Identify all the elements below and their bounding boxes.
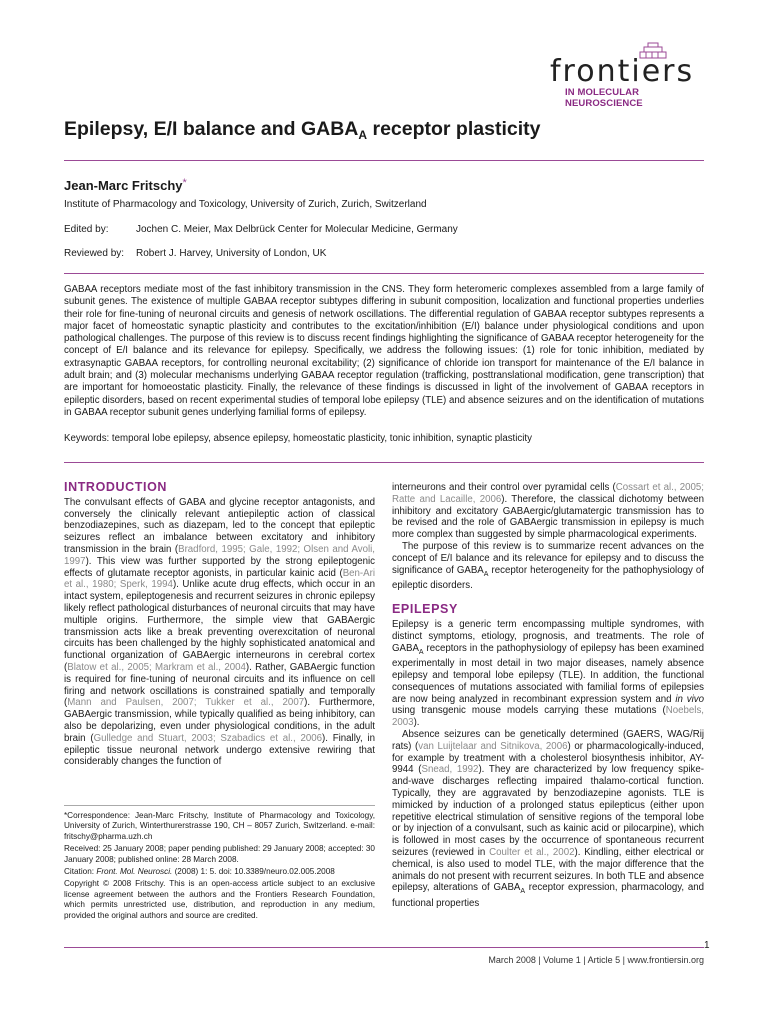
citation-link[interactable]: Snead, 1992 bbox=[421, 764, 479, 776]
author: Jean-Marc Fritschy* bbox=[64, 177, 187, 193]
abstract: GABAA receptors mediate most of the fast inhibitory transmission in the CNS. They form heteromeric complexes assembled from a large family of subunit genes. The existence of multiple GABAA receptor subtypes differing in subunit composition, localization and functional properties underlies their role for fine-tuning of neuronal circuits and genesis of network oscillations. The differential regulation of GABAA receptor subtypes represents a major facet of homeostatic synaptic plasticity and contributes to the excitation/inhibition (E/I) balance under physiological conditions and upon pathological challenges. The purpose of this review is to discuss recent findings highlighting the significance of GABAA receptor heterogeneity for the concept of E/I balance and its relevance for epilepsy. Specifically, we address the following issues: (1) role for tonic inhibition, mediated by extrasynaptic GABAA receptors, for controlling neuronal excitability; (2) significance of chloride ion transport for maintenance of the E/I balance in adult brain; and (3) molecular mechanisms underlying GABAA receptor regulation (trafficking, posttranslational modification, gene transcription) that are important for homoeostatic plasticity. Finally, the relevance of these findings is discussed in light of the involvement of GABAA receptors in epileptic disorders, based on recent experimental studies of temporal lobe epilepsy (TLE) and absence seizures and on the identification of mutations in GABAA receptor subunit genes underlying familial forms of epilepsy. bbox=[64, 284, 704, 418]
page-footer: March 2008 | Volume 1 | Article 5 | www.frontiersin.org bbox=[488, 955, 704, 965]
keywords: Keywords: temporal lobe epilepsy, absence epilepsy, homeostatic plasticity, tonic inhibition, synaptic plasticity bbox=[64, 433, 532, 444]
footnote-divider bbox=[64, 805, 375, 806]
paper-title: Epilepsy, E/I balance and $GABA_A$ receptor plasticity bbox=[64, 118, 541, 142]
citation-link[interactable]: Ben-Ari et al., 1980; Sperk, 1994 bbox=[64, 567, 375, 591]
footnotes bbox=[64, 811, 375, 923]
dates: Received: 25 January 2008; paper pending published: 29 January 2008; accepted: 30 January 2008; published online: 28 March 2008. bbox=[64, 844, 375, 864]
footer-divider bbox=[64, 947, 704, 948]
citation-link[interactable]: van Luijtelaar and Sitnikova, 2006 bbox=[418, 740, 568, 752]
edited-by: Edited by: Jochen C. Meier, Max Delbrück Center for Molecular Medicine, Germany bbox=[64, 224, 458, 235]
paragraph: The convulsant effects of GABA and glycine receptor antagonists, and conversely the clinically relevant antiepileptic action of classical benzodiazepines, such as diazepam, led to the concept that epileptic seizures reflect an imbalance between excitatory and inhibitory transmission in the brain (Bradford, 1995; Gale, 1992; Olsen and Avoli, 1997). This view was further supported by the strong epileptogenic effects of glutamate receptor agonists, in particular kainic acid (Ben-Ari et al., 1980; Sperk, 1994). Unlike acute drug effects, which occur in an intact system, epileptogenesis and recurrent seizures in chronic epilepsy likely reflect pathological disturbances of neuronal circuits that may have multiple origins. Furthermore, the simple view that GABAergic transmission acts like a break preventing overexcitation of neuronal circuits has been challenged by the highly sophisticated anatomical and functional organization of GABAergic interneurons in cerebral cortex (Blatow et al., 2005; Markram et al., 2004). Rather, GABAergic function is required for fine-tuning of neuronal circuits and its influence on cell firing and network oscillations is constrained spatially and temporally (Mann and Paulsen, 2007; Tukker et al., 2007). Furthermore, GABAergic transmission, while typically qualified as being inhibitory, can also be depolarizing, even under physiological conditions, in the adult brain (Gulledge and Stuart, 2003; Szabadics et al., 2006). Finally, in epileptic tissue neuronal network undergo extensive rewiring that considerably changes the function of bbox=[64, 496, 376, 768]
copyright: Copyright © 2008 Fritschy. This is an open-access article subject to an exclusive license agreement between the authors and the Frontiers Research Foundation, which permits unrestricted use, distribution, and reproduction in any medium, provided the original authors and source are credited. bbox=[64, 879, 375, 920]
journal-subtitle: IN MOLECULAR NEUROSCIENCE bbox=[565, 87, 643, 109]
paragraph: interneurons and their control over pyramidal cells (Cossart et al., 2005; Ratte and Lacaille, 2006). Therefore, the classical dichotomy between inhibitory and excitatory GABAergic/glutamatergic transmission has to be revised and the role of GABAergic transmission in epilepsy is much more complex than suggested by simple pharmacological experiments. bbox=[392, 482, 704, 541]
paragraph: Epilepsy is a generic term encompassing multiple syndromes, with distinct symptoms, etiology, prognosis, and treatments. The role of $GABA_A$ receptors in the pathophysiology of epilepsy has been examined experimentally in most detail in two major diseases, namely absence epilepsy and temporal lobe epilepsy (TLE). In addition, the functional consequences of mutations associated with familial forms of epilepsies are now being analyzed in recombinant expression system and in vivo using transgenic mouse models carrying these mutations (Noebels, 2003). bbox=[392, 618, 704, 729]
section-heading-introduction: INTRODUCTION bbox=[64, 480, 168, 494]
paragraph: The purpose of this review is to summarize recent advances on the concept of E/I balance and its relevance for epilepsy and to discuss the significance of $GABA_A$ receptor heterogeneity for the pathophysiology of epileptic disorders. bbox=[392, 540, 704, 592]
citation-link[interactable]: Blatow et al., 2005; Markram et al., 2004 bbox=[67, 661, 246, 673]
right-column bbox=[392, 482, 704, 910]
divider bbox=[64, 273, 704, 274]
citation: Citation: Front. Mol. Neurosci. (2008) 1: 5. doi: 10.3389/neuro.02.005.2008 bbox=[64, 867, 335, 877]
citation-link[interactable]: Bradford, 1995; Gale, 1992; Olsen and Avoli, 1997 bbox=[64, 543, 375, 567]
page-number: 1 bbox=[704, 940, 710, 951]
correspondence: *Correspondence: Jean-Marc Fritschy, Institute of Pharmacology and Toxicology, University of Zurich, Winterthurerstrasse 190, CH – 8057 Zurich, Switzerland. e-mail: fritschy@pharma.uzh.ch bbox=[64, 811, 375, 841]
journal-name: frontiers bbox=[550, 54, 695, 89]
section-heading-epilepsy: EPILEPSY bbox=[392, 602, 458, 617]
citation-link[interactable]: Cossart et al., 2005; Ratte and Lacaille, 2006 bbox=[392, 482, 704, 505]
affiliation: Institute of Pharmacology and Toxicology, University of Zurich, Zurich, Switzerland bbox=[64, 199, 427, 210]
reviewed-by: Reviewed by: Robert J. Harvey, University of London, UK bbox=[64, 248, 327, 259]
left-column bbox=[64, 482, 375, 768]
citation-link[interactable]: Noebels, 2003 bbox=[392, 705, 704, 729]
citation-link[interactable]: Gulledge and Stuart, 2003; Szabadics et al., 2006 bbox=[93, 732, 323, 744]
journal-logo bbox=[548, 42, 708, 109]
citation-link[interactable]: Mann and Paulsen, 2007; Tukker et al., 2007 bbox=[67, 697, 305, 709]
paragraph: Absence seizures can be genetically determined (GAERS, WAG/Rij rats) (van Luijtelaar and Sitnikova, 2006) or pharmacologically-induced, for example by treatment with a cholesterol biosynthesis inhibitor, AY-9944 (Snead, 1992). They are characterized by low frequency spike-and-wave discharges reflecting impaired thalamo-cortical function. Typically, they are aggravated by benzodiazepine agonists. TLE is mimicked by induction of a prolonged status epilepticus (either upon repetitive electrical stimulation of sensitive regions of the temporal lobe or by injection of a convulsant, such as kainic acid or pilocarpine), which is followed in most cases by the occurrence of spontaneous recurrent seizures (reviewed in Coulter et al., 2002). Kindling, either electrical or chemical, is also used to model TLE, with the major difference that the animals do not present with recurrent seizures. In both TLE and absence epilepsy, alterations of $GABA_A$ receptor expression, pharmacology, and functional properties bbox=[392, 729, 705, 910]
divider bbox=[64, 462, 704, 463]
citation-link[interactable]: Coulter et al., 2002 bbox=[489, 846, 575, 858]
divider bbox=[64, 160, 704, 161]
